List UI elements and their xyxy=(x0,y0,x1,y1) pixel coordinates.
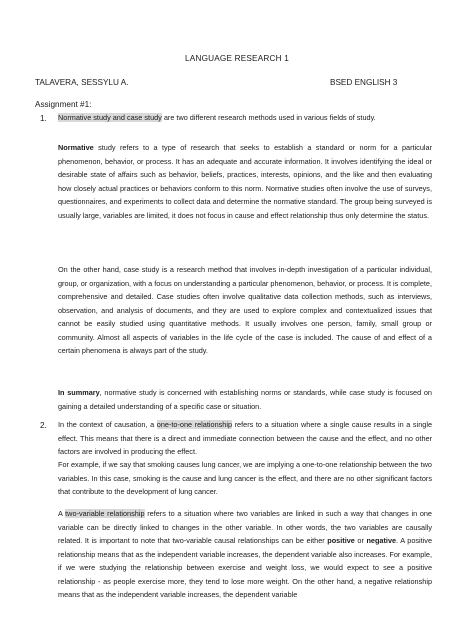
two-var-b: refers to a situation where two variables are linked in such a way that changes in one variable can be directly linked to changes in the other variable. In other words, the two variables are causally related. It is important to note that two-variable causal relationships can be either xyxy=(58,509,432,545)
highlight-two-variable: two-variable relationship xyxy=(65,509,145,518)
highlight-normative-case: Normative study and case study xyxy=(58,113,162,122)
bold-normative: Normative xyxy=(58,143,94,152)
bold-positive: positive xyxy=(327,536,355,545)
student-name: TALAVERA, SESSYLU A. xyxy=(35,78,129,87)
document-title: LANGUAGE RESEARCH 1 xyxy=(185,54,289,63)
paragraph-two-variable xyxy=(58,507,432,602)
paragraph-case-study: On the other hand, case study is a research method that involves in-depth investigation of a particular individual, group, or organization, with a focus on understanding a particular phenomenon, behavior, or process. It is complete, comprehensive and detailed. Case studies often involve qualitative data collection methods, such as interviews, observation, and analysis of documents, and they are used to explore complex and contextualized issues that cannot be easily studied using quantitative methods. It usually involves one person, family, small group or community. Almost all aspects of variables in the life cycle of the case is included. The cause of and effect of a certain phenomena is always part of the study. xyxy=(58,265,432,355)
one-to-one-a: In the context of causation, a xyxy=(58,420,157,429)
two-var-c: or xyxy=(354,536,367,545)
paragraph-summary xyxy=(58,386,432,413)
two-var-d: . A positive relationship means that as the independent variable increases, the dependent variable also increases. For example, if we were studying the relationship between exercise and weight loss, we would expect to see a positive relationship - as people exercise more, they tend to lose more weight. On the other hand, a negative relationship means that as the independent variable increases, the dependent variable xyxy=(58,536,432,599)
assignment-label: Assignment #1: xyxy=(35,100,92,109)
item-1-intro xyxy=(58,111,432,125)
two-var-a: A xyxy=(58,509,66,518)
paragraph-one-to-one xyxy=(58,418,432,459)
item-2-number: 2. xyxy=(40,421,47,430)
one-to-one-b: refers to a situation where a single cause results in a single effect. This means that there is a direct and immediate connection between the cause and the effect, and no other factors are involved in producing the effect. xyxy=(58,420,432,456)
summary-text: , normative study is concerned with establishing norms or standards, while case study is focused on gaining a detailed understanding of a specific case or situation. xyxy=(58,388,432,411)
highlight-one-to-one: one-to-one relationship xyxy=(156,420,233,429)
paragraph-example-smoking: For example, if we say that smoking causes lung cancer, we are implying a one-to-one relationship between the two variables. In this case, smoking is the cause and lung cancer is the effect, and there are no other significant factors that contribute to the development of lung cancer. xyxy=(58,460,432,496)
item-1-number: 1. xyxy=(40,114,47,123)
bold-negative: negative xyxy=(366,536,397,545)
paragraph-normative xyxy=(58,141,432,222)
intro-rest: are two different research methods used in various fields of study. xyxy=(161,113,376,122)
course-label: BSED ENGLISH 3 xyxy=(330,78,398,87)
bold-summary: In summary xyxy=(58,388,100,397)
normative-text: study refers to a type of research that seeks to establish a standard or norm for a particular phenomenon, behavior, or process. It has an adequate and accurate information. It involves identifying the ideal or desirable state of affairs such as behavior, beliefs, practices, interests, opinions, and the like and then evaluating how closely actual practices or behaviors conform to this norm. Normative studies often involve the use of surveys, questionnaires, and experiments to collect data and determine the normative standard. The group being surveyed is usually large, variables are limited, it does not focus in cause and effect relationship thus only determine the status. xyxy=(58,143,432,220)
